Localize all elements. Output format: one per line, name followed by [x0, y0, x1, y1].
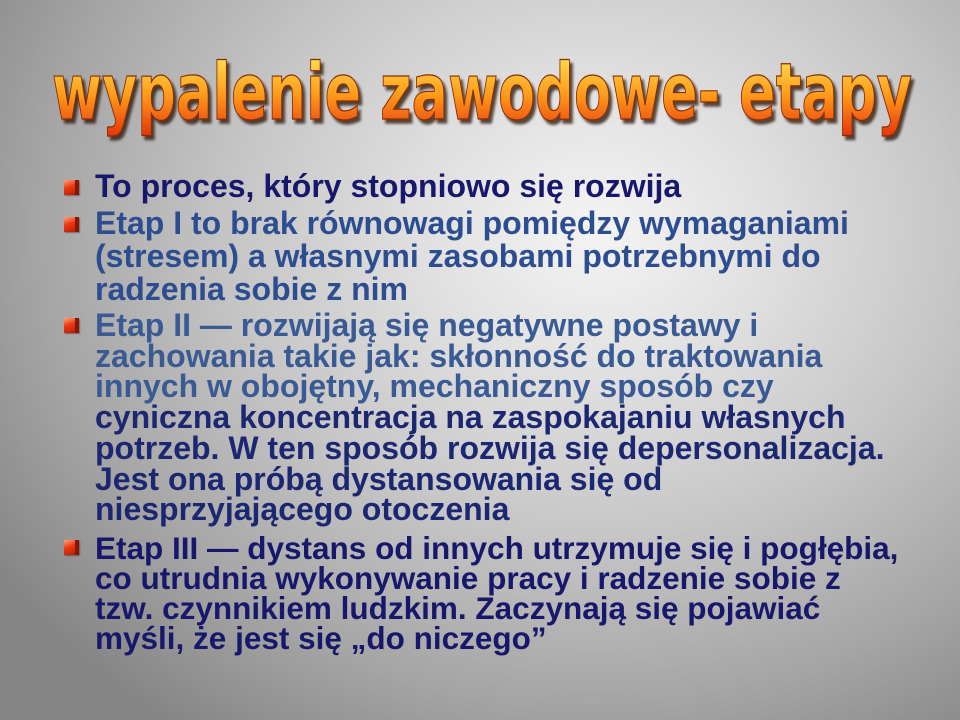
- bullet-line: To proces, który stopniowo się rozwija: [95, 168, 682, 204]
- bullet-line: Etap III — dystans od innych utrzymuje się i pogłębia,: [95, 530, 899, 566]
- bullet-item-1: [0, 170, 960, 203]
- bullet-item-2: [0, 207, 960, 306]
- bullet-line: Etap II — rozwijają się negatywne postawy i: [95, 307, 759, 343]
- bullet-line: potrzeb. W ten sposób rozwija się depersonalizacja.: [95, 429, 885, 466]
- bullet-line: co utrudnia wykonywanie pracy i radzenie sobie z: [95, 560, 841, 596]
- bullet-square-icon: [64, 217, 79, 232]
- bullet-line: niesprzyjającego otoczenia: [95, 491, 510, 528]
- title-text: wypalenie zawodowe- etapy: [52, 48, 912, 138]
- bullet-line: (stresem) a własnymi zasobami potrzebnymi do: [95, 238, 821, 274]
- bullet-line: cyniczna koncentracja na zaspokajaniu własnych: [95, 399, 846, 436]
- bullet-square-icon: [64, 180, 79, 195]
- bullet-line: Jest ona próbą dystansowania się od: [95, 460, 663, 497]
- bullet-square-icon: [64, 318, 79, 333]
- bullet-square-icon: [64, 540, 79, 555]
- bullet-line: tzw. czynnikiem ludzkim. Zaczynają się pojawiać: [95, 590, 821, 626]
- bullet-item-4: [0, 530, 960, 656]
- bullet-item-3: [0, 307, 960, 528]
- bullet-line: radzenia sobie z nim: [95, 271, 408, 307]
- bullet-line: zachowania takie jak: skłonność do traktowania: [95, 337, 823, 374]
- bullet-line: innych w obojętny, mechaniczny sposób czy: [95, 368, 774, 405]
- bullet-line: Etap I to brak równowagi pomiędzy wymaganiami: [95, 205, 849, 241]
- slide-title: [0, 0, 960, 160]
- bullet-line: myśli, że jest się „do niczego”: [95, 620, 547, 656]
